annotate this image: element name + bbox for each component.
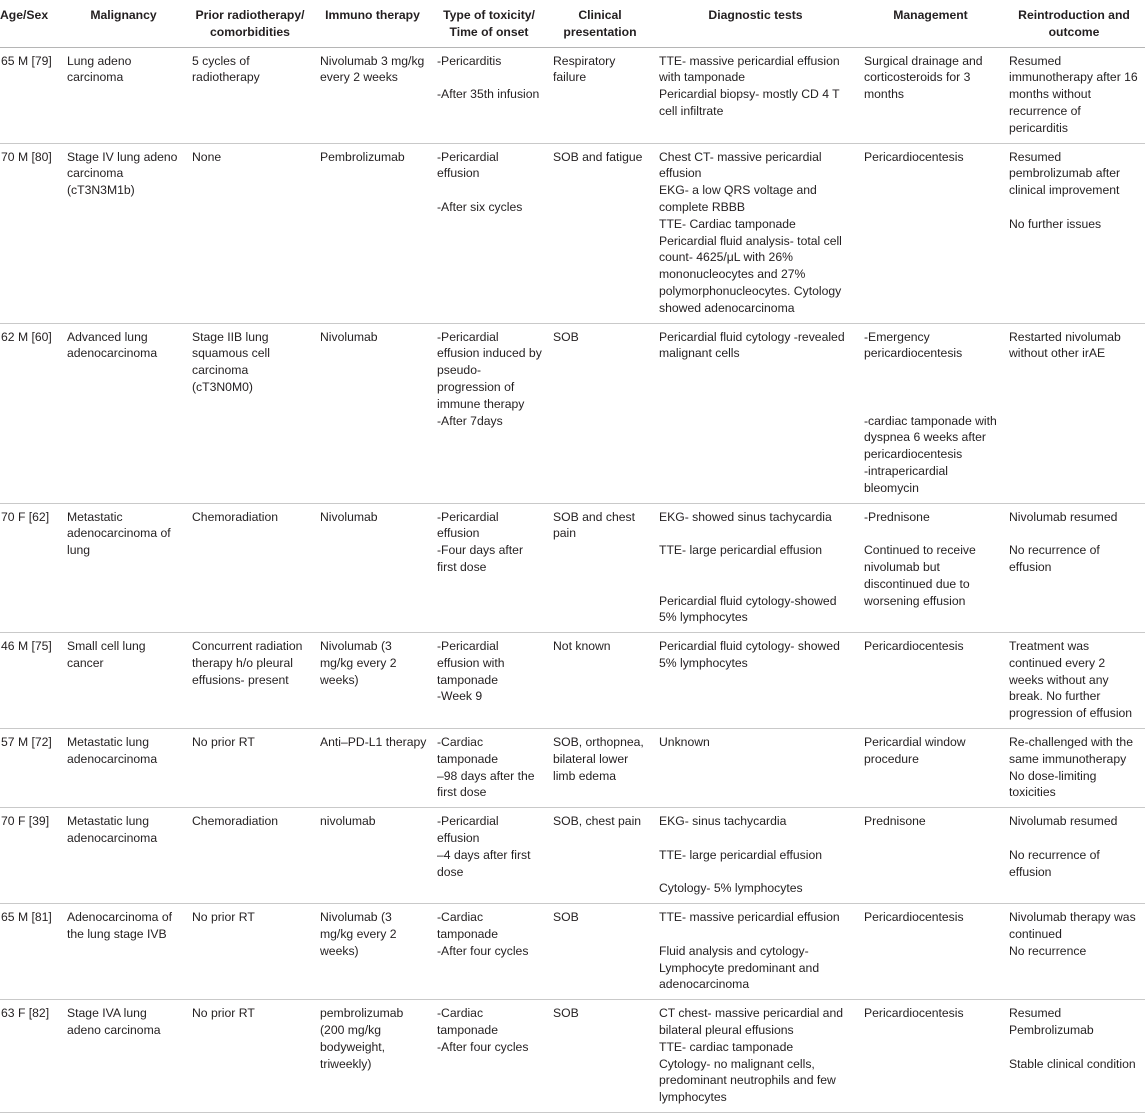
toxicity-type: -Cardiac tamponade [437,910,498,942]
header-prior-radiotherapy: Prior radiotherapy/ comorbidities [186,0,314,47]
cell-management [858,808,1003,904]
toxicity-type: -Pericarditis [437,53,502,68]
outcome-item: Resumed immunotherapy after 16 months without recurrence of pericarditis [1009,53,1138,135]
management-item: Pericardial window procedure [864,735,966,766]
outcome-item: Re-challenged with the same immunotherapy [1009,735,1133,766]
diagnostic-item: TTE- Cardiac tamponade [659,216,796,231]
cell-management [858,47,1003,143]
toxicity-onset: –98 days after the first dose [437,768,535,800]
management-item: -cardiac tamponade with dyspnea 6 weeks after pericardiocentesis [864,413,997,462]
outcome-item: Nivolumab resumed [1009,509,1118,524]
cell-prior: Concurrent radiation therapy h/o pleural effusions- present [186,633,314,729]
cell-prior: None [186,143,314,323]
cell-toxicity [431,143,547,323]
diagnostic-item: Pericardial fluid analysis- total cell count- 4625/μL with 26% mononucleocytes and 27% polymorphonucleocytes. Cytology showed adenocarcinoma [659,233,842,315]
outcome-item: Resumed Pembrolizumab [1009,1006,1094,1038]
diagnostic-item: EKG- showed sinus tachycardia [659,509,832,524]
outcome-item: Restarted nivolumab without other irAE [1009,329,1121,361]
cell-outcome [1003,808,1145,904]
toxicity-type: -Cardiac tamponade [437,1006,498,1038]
diagnostic-item: Chest CT- massive pericardial effusion [659,149,822,181]
cell-management [858,633,1003,729]
cell-immunotherapy: Nivolumab [314,503,431,633]
cell-malignancy: Metastatic lung adenocarcinoma [61,729,186,808]
diagnostic-item: TTE- large pericardial effusion [659,543,823,558]
cell-age-sex: 63 F [82] [0,1000,61,1113]
cell-age-sex: 70 F [39] [0,808,61,904]
management-item: Pericardiocentesis [864,910,964,925]
toxicity-type: -Pericardial effusion [437,814,499,846]
diagnostic-item: Fluid analysis and cytology- Lymphocyte predominant and adenocarcinoma [659,943,820,992]
cell-immunotherapy: Nivolumab 3 mg/kg every 2 weeks [314,47,431,143]
cell-presentation: Not known [547,633,653,729]
cell-diagnostics [653,729,858,808]
toxicity-type: -Pericardial effusion [437,149,499,181]
toxicity-onset: -After four cycles [437,943,529,958]
management-item: Surgical drainage and corticosteroids for 3 months [864,53,983,102]
cell-outcome [1003,729,1145,808]
toxicity-type: -Pericardial effusion with tamponade [437,639,505,687]
cell-toxicity [431,808,547,904]
table-row [0,503,1145,633]
cell-age-sex: 70 M [80] [0,143,61,323]
cell-diagnostics [653,503,858,633]
toxicity-onset: –4 days after first dose [437,847,531,879]
cell-presentation: SOB [547,904,653,1000]
header-row [0,0,1145,47]
cell-outcome [1003,904,1145,1000]
cell-malignancy: Lung adeno carcinoma [61,47,186,143]
cell-malignancy: Adenocarcinoma of the lung stage IVB [61,904,186,1000]
cell-management [858,904,1003,1000]
outcome-item: Nivolumab resumed [1009,814,1118,829]
cell-immunotherapy: nivolumab [314,808,431,904]
cell-outcome [1003,503,1145,633]
diagnostic-item: EKG- a low QRS voltage and complete RBBB [659,183,817,214]
table-row [0,633,1145,729]
cell-immunotherapy: Nivolumab (3 mg/kg every 2 weeks) [314,633,431,729]
cell-immunotherapy: pembrolizumab (200 mg/kg bodyweight, triweekly) [314,1000,431,1113]
cell-diagnostics [653,323,858,503]
toxicity-onset: -After 7days [437,413,503,428]
table-header [0,0,1145,47]
table-row [0,47,1145,143]
cell-immunotherapy: Nivolumab [314,323,431,503]
cell-presentation: SOB and fatigue [547,143,653,323]
cell-outcome [1003,143,1145,323]
cell-toxicity [431,904,547,1000]
table-row [0,904,1145,1000]
cell-malignancy: Small cell lung cancer [61,633,186,729]
header-age-sex: Age/Sex [0,0,61,47]
toxicity-onset: -After four cycles [437,1039,529,1054]
cell-prior: Chemoradiation [186,808,314,904]
cell-toxicity [431,633,547,729]
cell-age-sex: 70 F [62] [0,503,61,633]
diagnostic-item: CT chest- massive pericardial and bilateral pleural effusions [659,1006,844,1038]
outcome-item: Stable clinical condition [1009,1056,1136,1071]
management-item: Prednisone [864,814,926,829]
outcome-item: No recurrence [1009,943,1087,958]
outcome-item: No further issues [1009,216,1102,231]
cell-outcome [1003,633,1145,729]
cell-age-sex: 62 M [60] [0,323,61,503]
cell-outcome [1003,323,1145,503]
outcome-item: No recurrence of effusion [1009,847,1100,879]
toxicity-type: -Pericardial effusion induced by pseudo-progression of immune therapy [437,329,542,411]
cell-age-sex: 57 M [72] [0,729,61,808]
header-immunotherapy: Immuno therapy [314,0,431,47]
diagnostic-item: Unknown [659,735,710,750]
diagnostic-item: EKG- sinus tachycardia [659,814,787,829]
toxicity-onset: -After 35th infusion [437,87,540,102]
diagnostic-item: Pericardial fluid cytology-showed 5% lymphocytes [659,593,837,625]
cell-prior: No prior RT [186,1000,314,1113]
toxicity-onset: -Week 9 [437,689,483,704]
cell-outcome [1003,47,1145,143]
table-row [0,323,1145,503]
outcome-item: No recurrence of effusion [1009,543,1100,574]
cell-presentation: SOB, orthopnea, bilateral lower limb edema [547,729,653,808]
cell-management [858,323,1003,503]
diagnostic-item: TTE- large pericardial effusion [659,847,823,862]
cell-diagnostics [653,633,858,729]
toxicity-type: -Pericardial effusion [437,509,499,541]
management-item: -Prednisone [864,509,930,524]
outcome-item: Resumed pembrolizumab after clinical improvement [1009,149,1121,198]
cell-diagnostics [653,808,858,904]
cell-malignancy: Metastatic adenocarcinoma of lung [61,503,186,633]
table-row [0,1000,1145,1113]
cell-management [858,729,1003,808]
cell-prior: No prior RT [186,729,314,808]
diagnostic-item: TTE- massive pericardial effusion [659,910,840,925]
management-item: -intrapericardial bleomycin [864,463,948,495]
cell-management [858,143,1003,323]
management-item: -Emergency pericardiocentesis [864,329,963,361]
cell-diagnostics [653,143,858,323]
toxicity-type: -Cardiac tamponade [437,735,498,766]
cell-toxicity [431,323,547,503]
table-row [0,729,1145,808]
header-management: Management [858,0,1003,47]
cell-presentation: SOB, chest pain [547,808,653,904]
management-item: Pericardiocentesis [864,1006,964,1021]
cell-prior: No prior RT [186,904,314,1000]
cell-age-sex: 65 M [81] [0,904,61,1000]
toxicity-onset: -After six cycles [437,199,523,214]
cell-presentation: SOB [547,323,653,503]
cell-management [858,1000,1003,1113]
cell-prior: 5 cycles of radiotherapy [186,47,314,143]
diagnostic-item: Pericardial biopsy- mostly CD 4 T cell infiltrate [659,87,840,118]
outcome-item: Nivolumab therapy was continued [1009,910,1136,942]
cell-immunotherapy: Anti–PD-L1 therapy [314,729,431,808]
header-clinical-presentation: Clinical presentation [547,0,653,47]
cell-outcome [1003,1000,1145,1113]
management-item: Pericardiocentesis [864,639,964,654]
cell-prior: Chemoradiation [186,503,314,633]
cell-presentation: SOB and chest pain [547,503,653,633]
cell-presentation: SOB [547,1000,653,1113]
table-row [0,808,1145,904]
header-outcome: Reintroduction and outcome [1003,0,1145,47]
diagnostic-item: Pericardial fluid cytology -revealed malignant cells [659,329,845,361]
cell-immunotherapy: Nivolumab (3 mg/kg every 2 weeks) [314,904,431,1000]
cell-diagnostics [653,1000,858,1113]
cell-presentation: Respiratory failure [547,47,653,143]
diagnostic-item: TTE- cardiac tamponade [659,1039,794,1054]
outcome-item: No dose-limiting toxicities [1009,768,1097,800]
cell-toxicity [431,1000,547,1113]
cell-malignancy: Stage IVA lung adeno carcinoma [61,1000,186,1113]
cell-malignancy: Advanced lung adenocarcinoma [61,323,186,503]
table-body [0,47,1145,1112]
cell-management [858,503,1003,633]
cell-diagnostics [653,904,858,1000]
cell-prior: Stage IIB lung squamous cell carcinoma (cT3N0M0) [186,323,314,503]
cell-malignancy: Metastatic lung adenocarcinoma [61,808,186,904]
diagnostic-item: Cytology- 5% lymphocytes [659,881,803,896]
diagnostic-item: Cytology- no malignant cells, predominant neutrophils and few lymphocytes [659,1056,836,1105]
cell-diagnostics [653,47,858,143]
header-diagnostic-tests: Diagnostic tests [653,0,858,47]
cell-malignancy: Stage IV lung adeno carcinoma (cT3N3M1b) [61,143,186,323]
cell-toxicity [431,729,547,808]
cell-toxicity [431,503,547,633]
cell-age-sex: 46 M [75] [0,633,61,729]
cell-immunotherapy: Pembrolizumab [314,143,431,323]
header-malignancy: Malignancy [61,0,186,47]
diagnostic-item: Pericardial fluid cytology- showed 5% lymphocytes [659,639,840,670]
table-row [0,143,1145,323]
diagnostic-item: TTE- massive pericardial effusion with tamponade [659,53,840,85]
outcome-item: Treatment was continued every 2 weeks without any break. No further progression of effusion [1009,639,1133,721]
header-toxicity: Type of toxicity/ Time of onset [431,0,547,47]
management-item: Continued to receive nivolumab but discontinued due to worsening effusion [864,543,976,608]
cell-toxicity [431,47,547,143]
cell-age-sex: 65 M [79] [0,47,61,143]
toxicity-onset: -Four days after first dose [437,543,524,574]
management-item: Pericardiocentesis [864,149,964,164]
